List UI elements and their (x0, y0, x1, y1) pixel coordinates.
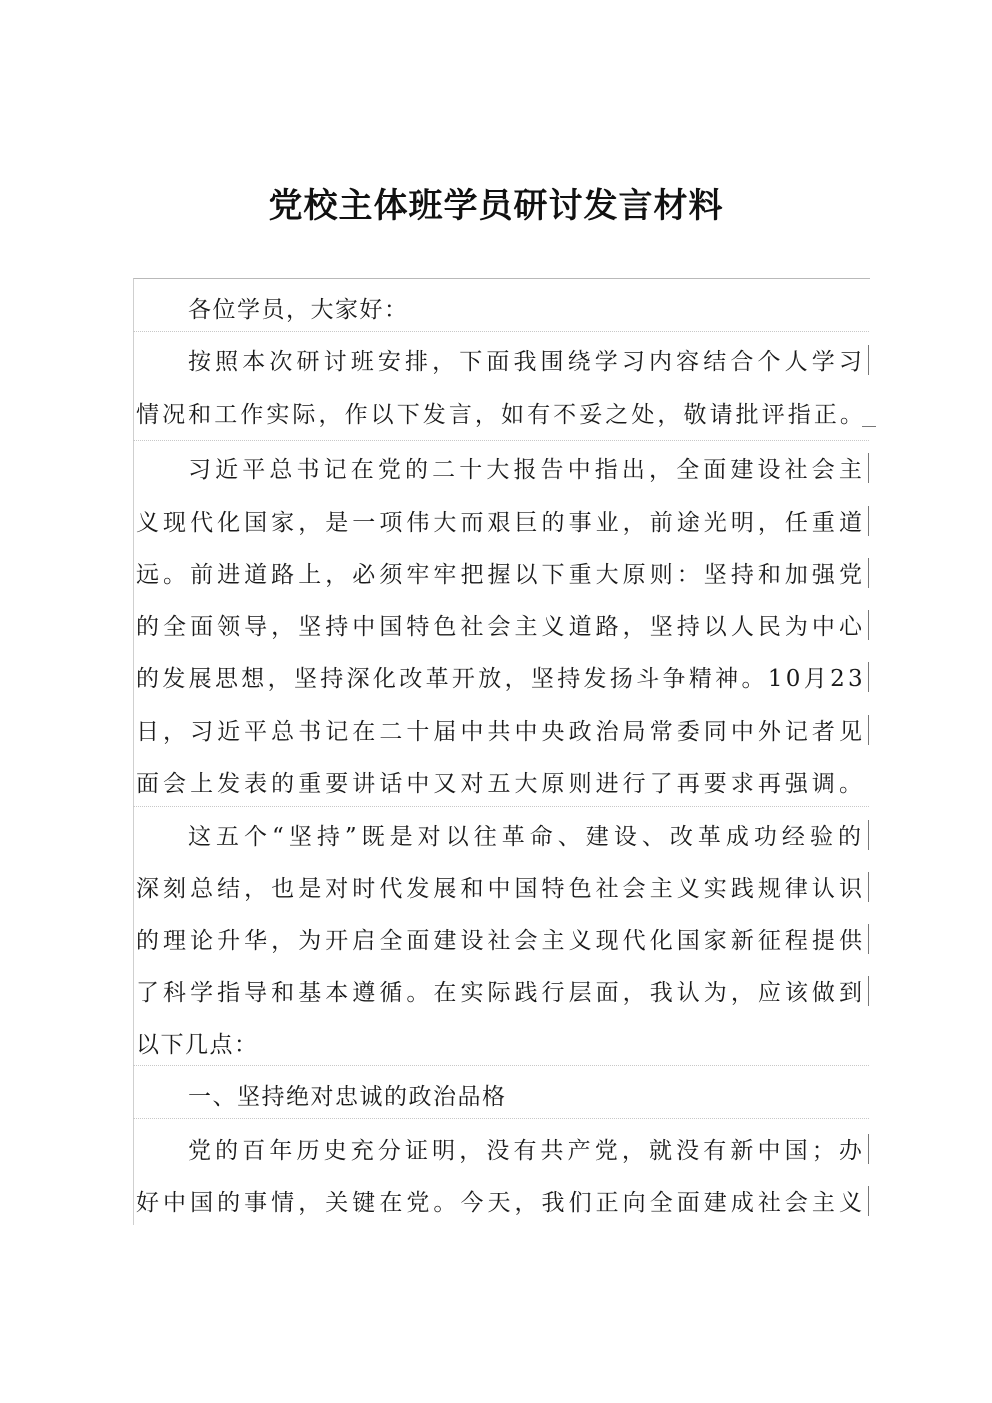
divider (133, 331, 869, 332)
line-marker (868, 345, 869, 375)
text-line: 了科学指导和基本遵循。在实际践行层面，我认为，应该做到 (136, 980, 866, 1006)
page-title: 党校主体班学员研讨发言材料 (268, 186, 724, 226)
divider (133, 1118, 869, 1119)
text-line: 面会上发表的重要讲话中又对五大原则进行了再要求再强调。 (136, 771, 866, 797)
line-marker (868, 820, 869, 850)
line-marker (868, 1186, 869, 1216)
text-line: 的理论升华，为开启全面建设社会主义现代化国家新征程提供 (136, 928, 866, 954)
line-marker (868, 924, 869, 954)
divider (133, 440, 869, 441)
text-line: 好中国的事情，关键在党。今天，我们正向全面建成社会主义 (136, 1190, 866, 1216)
text-line: 情况和工作实际，作以下发言，如有不妥之处，敬请批评指正。 (136, 402, 866, 428)
divider (133, 1065, 869, 1066)
text-line: 按照本次研讨班安排，下面我围绕学习内容结合个人学习 (188, 349, 866, 375)
greeting-line: 各位学员，大家好： (188, 297, 409, 323)
line-marker (868, 662, 869, 692)
text-line: 远。前进道路上，必须牢牢把握以下重大原则：坚持和加强党 (136, 562, 866, 588)
line-marker (868, 1134, 869, 1164)
text-line: 这五个“坚持”既是对以往革命、建设、改革成功经验的 (188, 824, 866, 850)
text-line: 义现代化国家，是一项伟大而艰巨的事业，前途光明，任重道 (136, 510, 866, 536)
text-line: 党的百年历史充分证明，没有共产党，就没有新中国；办 (188, 1138, 866, 1164)
divider (133, 806, 869, 807)
line-marker (868, 610, 869, 640)
line-marker (868, 872, 869, 902)
line-marker (868, 506, 869, 536)
text-line: 以下几点： (136, 1032, 259, 1058)
line-marker (868, 453, 869, 483)
text-line: 的全面领导，坚持中国特色社会主义道路，坚持以人民为中心 (136, 614, 866, 640)
line-marker (868, 976, 869, 1006)
text-line: 日，习近平总书记在二十届中共中央政治局常委同中外记者见 (136, 719, 866, 745)
text-line: 习近平总书记在党的二十大报告中指出，全面建设社会主 (188, 457, 866, 483)
line-marker (868, 558, 869, 588)
text-line: 深刻总结，也是对时代发展和中国特色社会主义实践规律认识 (136, 876, 866, 902)
text-line: 的发展思想，坚持深化改革开放，坚持发扬斗争精神。10月23 (136, 666, 866, 692)
line-marker (868, 715, 869, 745)
section-heading: 一、坚持绝对忠诚的政治品格 (188, 1084, 507, 1110)
